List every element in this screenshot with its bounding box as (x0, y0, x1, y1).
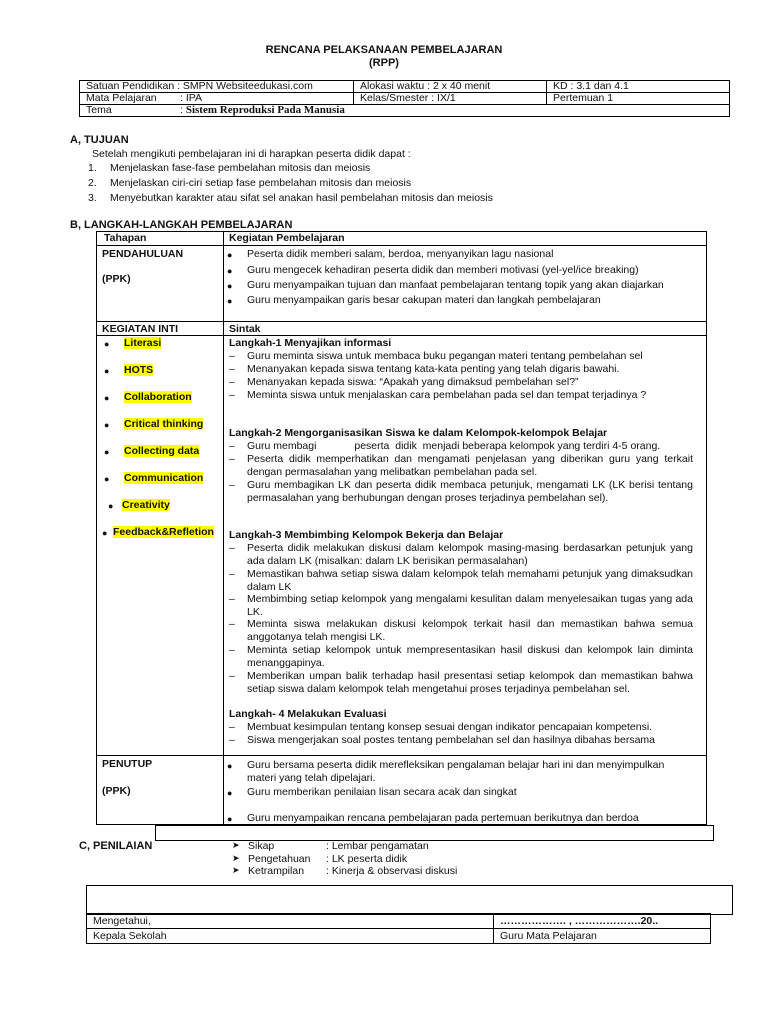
dash-icon: – (229, 593, 235, 605)
penilaian-label: Sikap (248, 840, 275, 852)
bullet-icon: ● (227, 814, 233, 824)
bullet-icon: ● (227, 266, 233, 276)
dash-icon: – (229, 389, 235, 401)
dash-icon: – (229, 350, 235, 362)
pendahuluan-item: Guru menyampaikan tujuan dan manfaat pembelajaran tentang topik yang akan diajarkan (247, 279, 664, 291)
tema-label: Tema (80, 105, 175, 117)
arrow-icon: ➤ (232, 840, 240, 850)
bullet-icon: ● (104, 420, 110, 430)
empty-row (155, 825, 714, 841)
identity-table (79, 80, 730, 117)
tujuan-item: Menjelaskan fase-fase pembelahan mitosis dan meiosis (110, 162, 371, 174)
penutup-ppk: (PPK) (102, 785, 131, 797)
step2-item: Guru membagikan LK dan peserta didik membaca petunjuk, mengamati LK (LK berisi tentang permasalahan yang berhubungan dengan proses terjadinya pembelahan sel). (247, 479, 693, 504)
satuan-cell: Satuan Pendidikan : SMPN Websiteedukasi.com (80, 81, 354, 93)
tag-feedback: Feedback&Refletion (113, 526, 214, 538)
step1-item: Meminta siswa untuk menjalaskan cara pembelahan pada sel dan tempat terjadinya ? (247, 389, 647, 401)
penilaian-value: : LK peserta didik (326, 853, 408, 865)
kepala-sekolah-cell: Kepala Sekolah (87, 929, 494, 944)
langkah-table (96, 231, 707, 825)
tujuan-intro: Setelah mengikuti pembelajaran ini di harapkan peserta didik dapat : (92, 148, 411, 160)
document-subtitle: (RPP) (369, 57, 399, 69)
dash-icon: – (229, 363, 235, 375)
bullet-icon: ● (227, 788, 233, 798)
mapel-label: Mata Pelajaran (80, 93, 175, 105)
tag-critical-thinking: Critical thinking (124, 418, 204, 430)
pendahuluan-item: Guru menyampaikan garis besar cakupan materi dan langkah pembelajaran (247, 294, 601, 306)
mengetahui-cell: Mengetahui, (87, 914, 494, 929)
penutup-item: Guru memberikan penilaian lisan secara acak dan singkat (247, 786, 517, 798)
mapel-value: : IPA (174, 93, 354, 105)
tag-collaboration: Collaboration (124, 391, 192, 403)
row-divider (96, 755, 707, 756)
step3-item: Peserta didik melakukan diskusi dalam kelompok masing-masing berdasarkan petunjuk yang ada dalam LK (misalkan: dalam LK berisikan permasalahan) (247, 542, 693, 567)
step2-item: Guru membagi peserta didik menjadi beberapa kelompok yang terdiri 4-5 orang. (247, 440, 661, 452)
step3-item: Membimbing setiap kelompok yang mengalami kesulitan dalam menyelesaikan tugas yang ada LK. (247, 593, 693, 618)
bullet-icon: ● (108, 501, 114, 511)
step2-item: Peserta didik memperhatikan dan mengamati penjelasan yang diberikan guru yang terkait dengan permasalahan yang melibatkan pembelahan pada sel. (247, 453, 693, 478)
penilaian-label: Ketrampilan (248, 865, 305, 877)
step4-item: Siswa mengerjakan soal postes tentang pembelahan sel dan hasilnya dibahas bersama (247, 734, 656, 746)
penilaian-heading: C, PENILAIAN (79, 840, 153, 852)
bullet-icon: ● (104, 366, 110, 376)
dash-icon: – (229, 453, 235, 465)
step3-item: Meminta setiap kelompok untuk mempresentasikan hasil diskusi dan kelompok lain diminta menanggapinya. (247, 644, 693, 669)
bullet-icon: ● (227, 761, 233, 771)
tag-hots: HOTS (124, 364, 154, 376)
dash-icon: – (229, 734, 235, 746)
guru-cell: Guru Mata Pelajaran (494, 929, 711, 944)
row-divider (96, 321, 707, 322)
bullet-icon: ● (227, 296, 233, 306)
penilaian-value: : Lembar pengamatan (326, 840, 429, 852)
dash-icon: – (229, 721, 235, 733)
tag-communication: Communication (124, 472, 204, 484)
tujuan-number: 1. (88, 162, 97, 174)
langkah-heading: B, LANGKAH-LANGKAH PEMBELAJARAN (70, 219, 293, 231)
step2-title: Langkah-2 Mengorganisasikan Siswa ke dalam Kelompok-kelompok Belajar (229, 427, 608, 439)
tujuan-number: 2. (88, 177, 97, 189)
dash-icon: – (229, 440, 235, 452)
document-title: RENCANA PELAKSANAAN PEMBELAJARAN (265, 44, 503, 56)
bullet-icon: ● (104, 447, 110, 457)
tujuan-heading: A, TUJUAN (70, 134, 129, 146)
bullet-icon: ● (104, 474, 110, 484)
arrow-icon: ➤ (232, 853, 240, 863)
step1-item: Menanyakan kepada siswa: “Apakah yang dimaksud pembelahan sel?” (247, 376, 579, 388)
kelas-cell: Kelas/Smester : IX/1 (354, 93, 547, 105)
pertemuan-cell: Pertemuan 1 (547, 93, 730, 105)
bullet-icon: ● (227, 281, 233, 291)
tujuan-item: Menjelaskan ciri-ciri setiap fase pembelahan mitosis dan meiosis (110, 177, 412, 189)
tema-colon: : (180, 104, 183, 116)
bullet-icon: ● (104, 393, 110, 403)
step1-item: Guru meminta siswa untuk membaca buku pegangan materi tentang pembelahan sel (247, 350, 643, 362)
tema-value: Sistem Reproduksi Pada Manusia (185, 104, 345, 116)
step3-item: Meminta siswa melakukan diskusi kelompok terkait hasil dan memastikan bahwa semua anggotanya telah mengisi LK. (247, 618, 693, 643)
signature-table (86, 913, 711, 944)
step4-item: Membuat kesimpulan tentang konsep sesuai dengan indikator pencapaian kompetensi. (247, 721, 653, 733)
pendahuluan-label: PENDAHULUAN (102, 248, 184, 260)
penutup-item: Guru menyampaikan rencana pembelajaran pada pertemuan berikutnya dan berdoa (247, 812, 639, 824)
col-kegiatan: Kegiatan Pembelajaran (229, 232, 345, 244)
step1-title: Langkah-1 Menyajikan informasi (229, 337, 392, 349)
arrow-icon: ➤ (232, 865, 240, 875)
penilaian-value: : Kinerja & observasi diskusi (326, 865, 458, 877)
dash-icon: – (229, 670, 235, 682)
sintak-label: Sintak (229, 323, 261, 335)
kd-cell: KD : 3.1 dan 4.1 (547, 81, 730, 93)
step1-item: Menanyakan kepada siswa tentang kata-kata penting yang telah digaris bawahi. (247, 363, 620, 375)
pendahuluan-item: Guru mengecek kehadiran peserta didik dan memberi motivasi (yel-yel/ice breaking) (247, 264, 639, 276)
step3-item: Memberikan umpan balik terhadap hasil presentasi setiap kelompok dan memastikan bahwa setiap siswa dalam kelompok telah mengetahui proses terjadinya pembelahan sel. (247, 670, 693, 695)
step4-title: Langkah- 4 Melakukan Evaluasi (229, 708, 387, 720)
step3-item: Memastikan bahwa setiap siswa dalam kelompok telah memahami petunjuk yang dimaksudkan dalam LK (247, 568, 693, 593)
tag-collecting-data: Collecting data (124, 445, 200, 457)
tag-literasi: Literasi (124, 337, 162, 349)
pendahuluan-ppk: (PPK) (102, 273, 131, 285)
tag-creativity: Creativity (122, 499, 170, 511)
pendahuluan-item: Peserta didik memberi salam, berdoa, menyanyikan lagu nasional (247, 248, 554, 260)
dash-icon: – (229, 644, 235, 656)
bullet-icon: ● (102, 528, 108, 538)
tujuan-number: 3. (88, 192, 97, 204)
dash-icon: – (229, 618, 235, 630)
bullet-icon: ● (104, 339, 110, 349)
penutup-label: PENUTUP (102, 758, 153, 770)
dash-icon: – (229, 542, 235, 554)
dash-icon: – (229, 568, 235, 580)
bullet-icon: ● (227, 250, 233, 260)
tema-value-cell (174, 105, 730, 117)
tujuan-item: Menyebutkan karakter atau sifat sel anakan hasil pembelahan mitosis dan meiosis (110, 192, 493, 204)
row-divider (96, 245, 707, 246)
dash-icon: – (229, 479, 235, 491)
alokasi-cell: Alokasi waktu : 2 x 40 menit (354, 81, 547, 93)
inti-label: KEGIATAN INTI (102, 323, 179, 335)
step3-title: Langkah-3 Membimbing Kelompok Bekerja dan Belajar (229, 529, 504, 541)
penilaian-label: Pengetahuan (248, 853, 311, 865)
penutup-item: Guru bersama peserta didik merefleksikan pengalaman belajar hari ini dan menyimpulkan materi yang telah dipelajari. (247, 759, 665, 784)
date-cell: ………………. , ……………….20.. (494, 914, 711, 929)
row-divider (96, 335, 707, 336)
col-tahapan: Tahapan (104, 232, 147, 244)
dash-icon: – (229, 376, 235, 388)
footer-frame (86, 885, 733, 915)
